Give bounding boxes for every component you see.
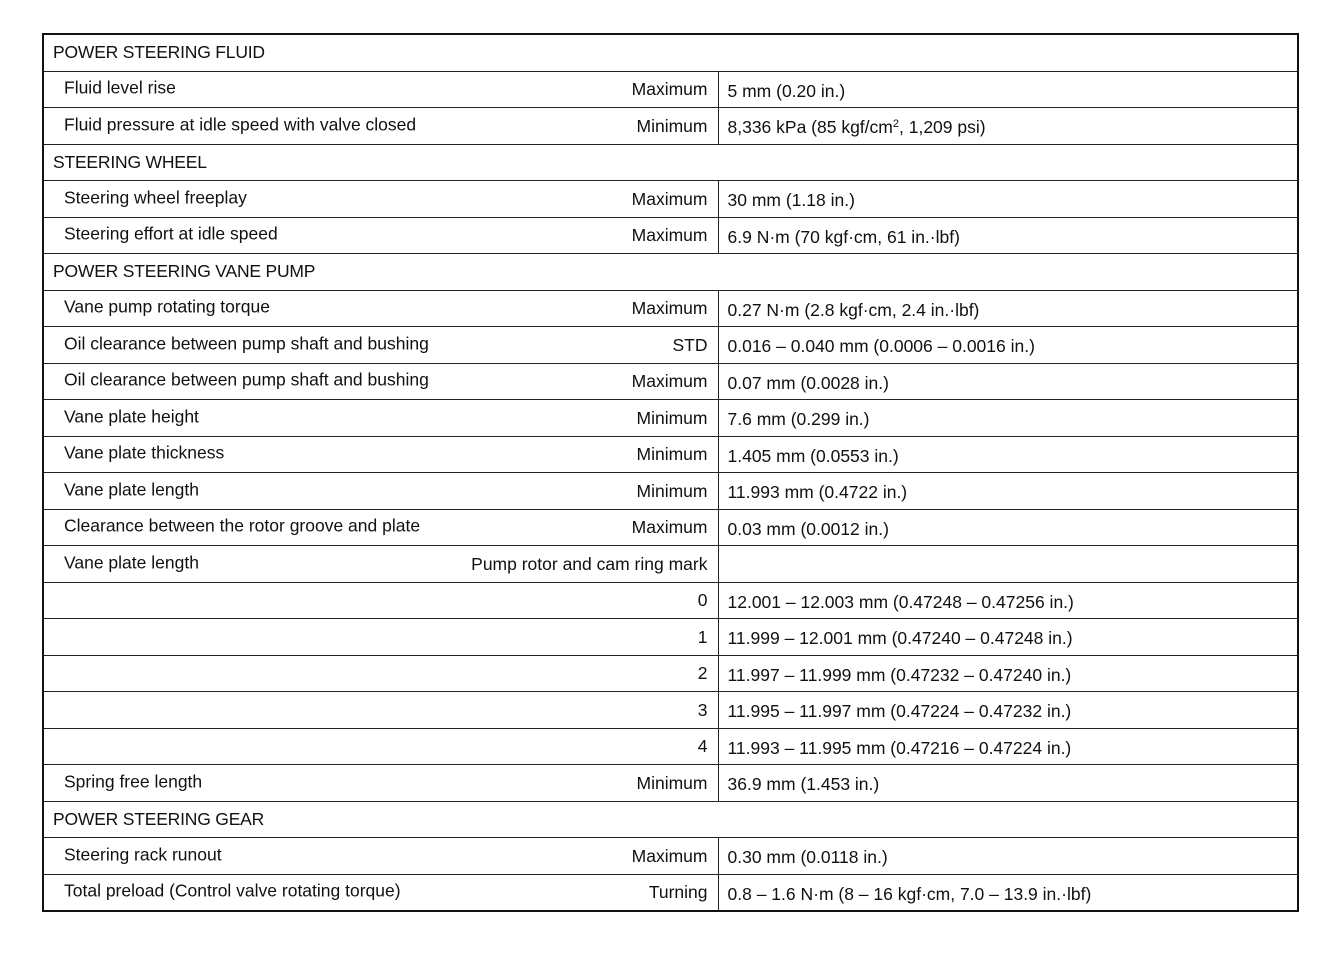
spec-table [42, 33, 1299, 912]
spec-item-cell [43, 181, 718, 218]
spec-row [43, 509, 1298, 546]
spec-value-cell [718, 509, 1298, 546]
spec-item-cell [43, 655, 718, 692]
section-row [43, 34, 1298, 71]
spec-item-label: Vane pump rotating torque [64, 296, 270, 317]
spec-value: 6.9 N·m (70 kgf·cm, 61 in.·lbf) [727, 226, 960, 247]
spec-value: 30 mm (1.18 in.) [727, 190, 855, 210]
spec-row [43, 728, 1298, 765]
spec-row [43, 181, 1298, 218]
spec-value-cell [718, 400, 1298, 437]
spec-row [43, 71, 1298, 108]
spec-value-wrapper [728, 119, 986, 137]
spec-value-cell [718, 473, 1298, 510]
spec-item-cell [43, 728, 718, 765]
spec-row [43, 582, 1298, 619]
spec-condition: Minimum [636, 772, 708, 793]
spec-value-suffix: , 1,209 psi) [899, 117, 986, 137]
spec-condition: Maximum [631, 517, 708, 538]
spec-value-cell [718, 619, 1298, 656]
spec-value: 11.997 – 11.999 mm (0.47232 – 0.47240 in.) [727, 664, 1072, 685]
spec-condition: Maximum [631, 225, 708, 246]
spec-condition: 2 [697, 663, 708, 684]
spec-row [43, 363, 1298, 400]
spec-value: 0.8 – 1.6 N·m (8 – 16 kgf·cm, 7.0 – 13.9 in.·lbf) [727, 883, 1092, 904]
spec-value: 11.999 – 12.001 mm (0.47240 – 0.47248 in.) [727, 628, 1073, 648]
spec-value: 8,336 kPa (85 kgf/cm [727, 117, 893, 137]
spec-item-label: Vane plate height [64, 406, 199, 427]
section-row [43, 254, 1298, 291]
spec-item-label: Fluid level rise [64, 77, 176, 98]
spec-row [43, 327, 1298, 364]
spec-value: 11.993 mm (0.4722 in.) [727, 482, 908, 502]
spec-value-cell [718, 655, 1298, 692]
spec-value: 0.016 – 0.040 mm (0.0006 – 0.0016 in.) [727, 336, 1035, 356]
spec-item-cell [43, 400, 718, 437]
spec-item-cell [43, 838, 718, 875]
spec-item-label: Steering rack runout [64, 844, 222, 865]
spec-condition: Turning [648, 882, 708, 903]
spec-item-label: Total preload (Control valve rotating torque) [64, 880, 401, 901]
spec-item-cell [43, 217, 718, 254]
spec-item-label: Vane plate length [64, 552, 199, 573]
section-title: POWER STEERING GEAR [43, 801, 1298, 838]
spec-row [43, 655, 1298, 692]
spec-item-cell [43, 582, 718, 619]
spec-value-cell [718, 692, 1298, 729]
spec-value-cell [718, 874, 1298, 911]
spec-item-cell [43, 327, 718, 364]
spec-row [43, 546, 1298, 583]
spec-value: 0.30 mm (0.0118 in.) [727, 847, 888, 867]
spec-value-cell [718, 765, 1298, 802]
spec-value-cell [718, 728, 1298, 765]
section-title: POWER STEERING FLUID [43, 34, 1298, 71]
spec-condition: Maximum [631, 371, 708, 392]
spec-value: 36.9 mm (1.453 in.) [727, 774, 880, 794]
spec-item-cell [43, 546, 718, 583]
spec-item-label: Oil clearance between pump shaft and bushing [64, 333, 429, 354]
spec-condition: Maximum [631, 845, 708, 866]
section-title: POWER STEERING VANE PUMP [43, 254, 1298, 291]
spec-row [43, 108, 1298, 145]
spec-value-cell [718, 436, 1298, 473]
spec-value: 1.405 mm (0.0553 in.) [727, 445, 899, 466]
spec-item-label: Oil clearance between pump shaft and bushing [64, 369, 429, 390]
spec-item-label: Fluid pressure at idle speed with valve closed [64, 114, 417, 135]
spec-value: 11.993 – 11.995 mm (0.47216 – 0.47224 in.) [727, 737, 1072, 758]
spec-value: 5 mm (0.20 in.) [727, 80, 846, 101]
spec-item-cell [43, 363, 718, 400]
spec-item-cell [43, 108, 718, 145]
spec-row [43, 838, 1298, 875]
spec-value: 0.03 mm (0.0012 in.) [727, 518, 889, 539]
spec-condition: STD [672, 334, 708, 355]
spec-condition: Maximum [631, 298, 708, 319]
section-title: STEERING WHEEL [43, 144, 1298, 181]
spec-row [43, 874, 1298, 911]
spec-value: 12.001 – 12.003 mm (0.47248 – 0.47256 in.) [727, 591, 1074, 612]
spec-item-cell [43, 692, 718, 729]
spec-value-cell [718, 327, 1298, 364]
section-row [43, 801, 1298, 838]
spec-condition: Minimum [636, 407, 708, 428]
spec-item-label: Spring free length [64, 771, 203, 792]
spec-item-cell [43, 509, 718, 546]
spec-row [43, 473, 1298, 510]
spec-item-cell [43, 436, 718, 473]
spec-item-label: Steering wheel freeplay [64, 187, 247, 208]
spec-item-label: Clearance between the rotor groove and plate [64, 515, 421, 536]
spec-value: 11.995 – 11.997 mm (0.47224 – 0.47232 in.) [727, 701, 1072, 721]
spec-value-superscript: 2 [892, 118, 899, 130]
spec-condition: 3 [697, 699, 708, 720]
spec-row [43, 400, 1298, 437]
spec-row [43, 436, 1298, 473]
spec-condition: 1 [697, 626, 708, 647]
spec-condition: Maximum [631, 188, 708, 209]
spec-row [43, 619, 1298, 656]
spec-condition: Pump rotor and cam ring mark [471, 553, 708, 574]
spec-condition: 0 [697, 590, 708, 611]
spec-value: 0.27 N·m (2.8 kgf·cm, 2.4 in.·lbf) [727, 299, 980, 320]
spec-value-cell [718, 363, 1298, 400]
spec-value: 7.6 mm (0.299 in.) [727, 409, 870, 429]
spec-item-cell [43, 874, 718, 911]
spec-item-cell [43, 765, 718, 802]
spec-item-label: Vane plate length [64, 479, 199, 500]
spec-row [43, 765, 1298, 802]
spec-value-cell [718, 290, 1298, 327]
section-row [43, 144, 1298, 181]
spec-value-cell [718, 108, 1298, 145]
spec-item-label: Steering effort at idle speed [64, 223, 278, 244]
spec-item-cell [43, 473, 718, 510]
spec-value: 0.07 mm (0.0028 in.) [727, 372, 889, 393]
spec-condition: Minimum [636, 444, 708, 465]
spec-item-cell [43, 619, 718, 656]
spec-value-cell [718, 546, 1298, 583]
spec-condition: 4 [697, 736, 708, 757]
spec-item-label: Vane plate thickness [64, 442, 225, 463]
spec-table-body [43, 34, 1298, 911]
spec-value-cell [718, 582, 1298, 619]
spec-value-cell [718, 217, 1298, 254]
spec-condition: Minimum [636, 115, 708, 136]
spec-value-cell [718, 181, 1298, 218]
spec-condition: Maximum [631, 79, 708, 100]
spec-item-cell [43, 71, 718, 108]
spec-value-cell [718, 838, 1298, 875]
spec-value-cell [718, 71, 1298, 108]
spec-row [43, 290, 1298, 327]
spec-condition: Minimum [636, 480, 708, 501]
spec-row [43, 217, 1298, 254]
spec-row [43, 692, 1298, 729]
spec-item-cell [43, 290, 718, 327]
